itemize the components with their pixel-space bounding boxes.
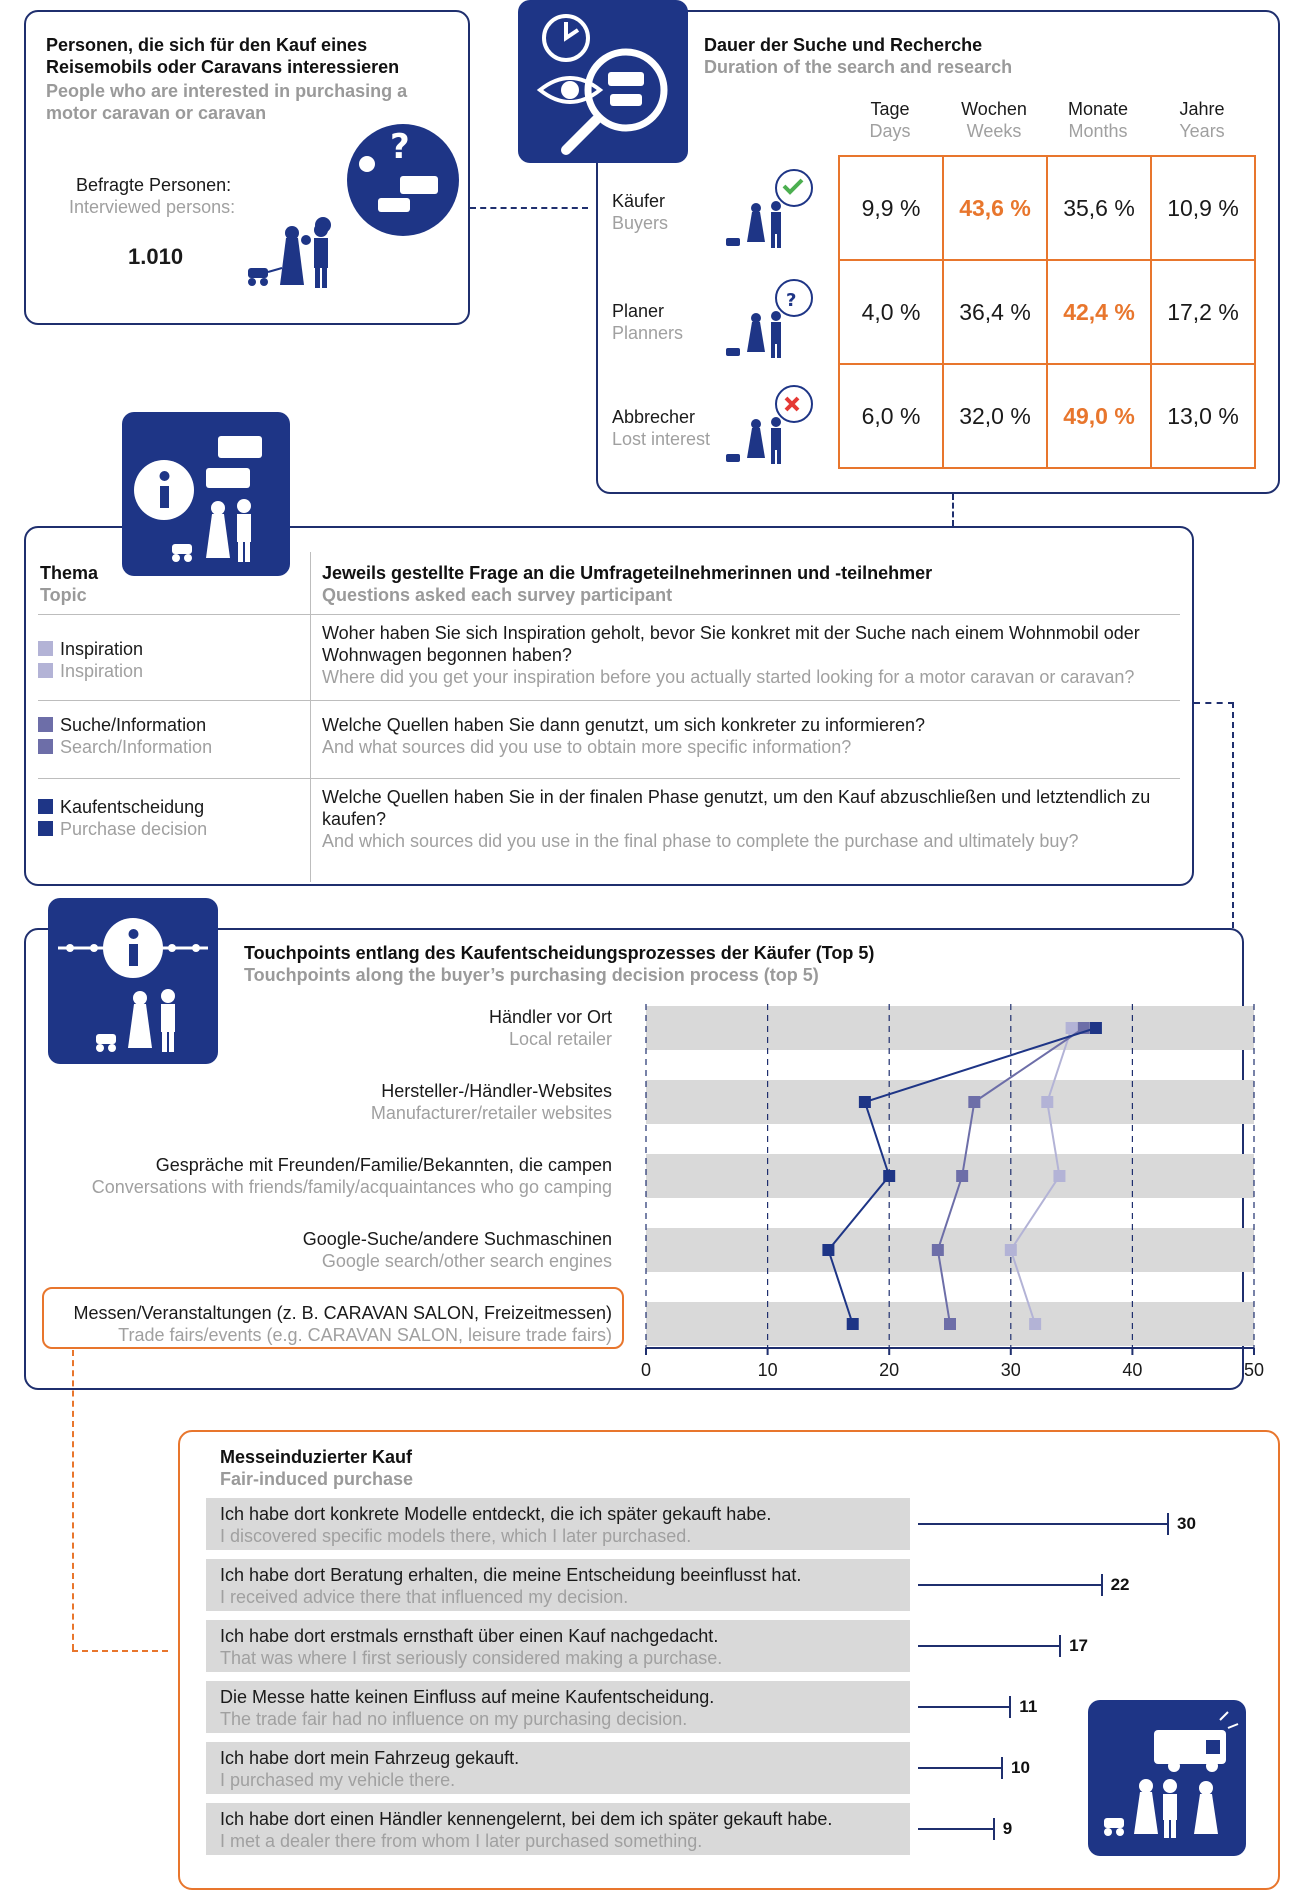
topic-color-swatch [38,799,53,814]
connector-4 [1232,702,1234,928]
column-divider [310,552,311,882]
fair-title: Messeinduzierter Kauf [220,1447,413,1467]
topic-text: Inspiration [60,639,144,659]
fair-bar-cap [993,1818,995,1840]
connector-2 [952,494,954,526]
duration-row-label-en: Lost interest [612,429,711,449]
duration-cell: 49,0 % [1047,364,1151,468]
fair-statement-row [206,1498,910,1550]
lost-interest-icon [724,376,824,476]
series-point [944,1318,956,1330]
planner-icon [724,270,824,370]
fair-bar [918,1828,993,1830]
info-icon-box [122,412,290,576]
duration-col-header: Monate [1067,99,1129,119]
buyer-icon [724,160,824,260]
series-point [956,1170,968,1182]
topic-header: Thema [40,563,99,583]
category-label-en: Local retailer [508,1029,612,1049]
duration-cell: 13,0 % [1151,364,1255,468]
duration-table-row [839,364,1255,468]
fair-bar-cap [1059,1635,1061,1657]
fair-statement: Ich habe dort konkrete Modelle entdeckt, die ich später gekauft habe. [220,1504,772,1524]
chart-row-band [646,1154,1254,1198]
series-point [1029,1318,1041,1330]
question-cell [322,786,1182,852]
question-text: Welche Quellen haben Sie dann genutzt, um sich konkreter zu informieren? [322,715,926,735]
fair-statement-row [206,1559,910,1611]
fair-value-label: 10 [1011,1758,1030,1777]
topic-label [38,796,207,818]
duration-col-header-en: Days [869,121,911,141]
timeline-info-icon [48,898,218,1064]
duration-title-en: Duration of the search and research [704,57,1013,77]
topic-color-swatch [38,717,53,732]
fair-statement: Ich habe dort mein Fahrzeug gekauft. [220,1748,520,1768]
category-label: Händler vor Ort [488,1007,612,1027]
fair-bar [918,1767,1001,1769]
fair-statement-en: That was where I first seriously considered making a purchase. [220,1648,723,1668]
duration-col-header-en: Years [1179,121,1225,141]
touchpoints-chart [630,990,1265,1385]
duration-cell: 43,6 % [943,156,1047,260]
respondents-label: Befragte Personen: [76,175,232,195]
series-point [1041,1096,1053,1108]
duration-col-header-en: Months [1068,121,1128,141]
row-divider [38,700,1180,701]
series-point [822,1244,834,1256]
fair-value-label: 17 [1069,1636,1089,1655]
duration-cell: 35,6 % [1047,156,1151,260]
connector-6 [72,1650,168,1652]
topic-cell [38,638,143,682]
question-text: Woher haben Sie sich Inspiration geholt, bevor Sie konkret mit der Suche nach einem Wohnmobil oder Wohnwagen begonnen haben? [322,623,1140,665]
connector-5 [72,1350,74,1650]
series-point [968,1096,980,1108]
duration-col-header: Wochen [961,99,1027,119]
series-point [1005,1244,1017,1256]
question-text: Welche Quellen haben Sie in der finalen Phase genutzt, um den Kauf abzuschließen und letztendlich zu kaufen? [322,787,1151,829]
fair-bar [918,1523,1167,1525]
fair-statement-en: I received advice there that influenced my decision. [220,1587,629,1607]
duration-cell: 17,2 % [1151,260,1255,364]
topic-text-en: Search/Information [60,737,213,757]
topic-label-en [38,818,207,840]
topic-label [38,714,212,736]
duration-cell: 36,4 % [943,260,1047,364]
series-point [1053,1170,1065,1182]
fair-value-label: 9 [1002,1819,1013,1838]
duration-row-label-en: Buyers [612,213,669,233]
topic-label [38,638,143,660]
x-tick-label: 50 [1243,1360,1265,1380]
topic-color-swatch [38,739,53,754]
question-cell [322,622,1182,688]
chart-row-band [646,1228,1254,1272]
category-label-en: Trade fairs/events (e.g. CARAVAN SALON, leisure trade fairs) [118,1325,612,1345]
fair-bar [918,1584,1101,1586]
fair-subtitle: Fair-induced purchase [220,1469,414,1489]
duration-cell: 10,9 % [1151,156,1255,260]
row-divider [38,778,1180,779]
fair-value-label: 11 [1019,1697,1038,1716]
x-tick-label: 10 [757,1360,778,1380]
fair-purchase-icon-box [1088,1700,1246,1856]
question-header-en: Questions asked each survey participant [322,585,673,605]
fair-statement-en: I discovered specific models there, which I later purchased. [220,1526,692,1546]
fair-statement-en: I met a dealer there from whom I later purchased something. [220,1831,703,1851]
question-text-en: Where did you get your inspiration before you actually started looking for a motor caravan or caravan? [322,667,1135,687]
fair-statement-row [206,1681,910,1733]
touchpoints-title: Touchpoints entlang des Kaufentscheidungsprozesses der Käufer (Top 5) [244,943,875,963]
row-divider [38,614,1180,615]
fair-purchase-icon [1088,1700,1246,1856]
category-label-en: Manufacturer/retailer websites [370,1103,612,1123]
duration-row-label: Planer [612,301,665,321]
series-point [859,1096,871,1108]
duration-row-label: Käufer [612,191,666,211]
interested-title: Personen, die sich für den Kauf eines Reisemobils oder Caravans interessieren [46,35,400,77]
series-point [1090,1022,1102,1034]
info-family-icon [122,412,290,576]
topic-text-en: Purchase decision [60,819,208,839]
fair-value-label: 22 [1110,1575,1130,1594]
duration-table-row [839,260,1255,364]
topic-label-en [38,736,212,758]
duration-col-header: Jahre [1179,99,1225,119]
connector-3 [1194,702,1234,704]
timeline-icon-box [48,898,218,1064]
topic-header-en: Topic [40,585,87,605]
fair-statement-row [206,1803,910,1855]
respondents-value: 1.010 [128,244,184,269]
topic-label-en [38,660,143,682]
category-label-en: Conversations with friends/family/acquaintances who go camping [91,1177,612,1197]
duration-col-header: Tage [870,99,910,119]
category-label: Google-Suche/andere Suchmaschinen [302,1229,612,1249]
fair-bar [918,1706,1009,1708]
search-duration-icon-box [518,0,688,163]
magnifier-caravan-icon [518,0,688,163]
touchpoints-title-en: Touchpoints along the buyer’s purchasing decision process (top 5) [244,965,819,985]
topic-cell [38,796,207,840]
question-header: Jeweils gestellte Frage an die Umfrageteilnehmerinnen und -teilnehmer [322,563,933,583]
series-point [847,1318,859,1330]
series-point [932,1244,944,1256]
svg-text:?: ? [390,127,410,167]
series-point [883,1170,895,1182]
fair-bar-cap [1001,1757,1003,1779]
duration-table [838,155,1256,469]
topic-text: Suche/Information [60,715,207,735]
duration-cell: 9,9 % [839,156,943,260]
topic-color-swatch [38,821,53,836]
fair-statement: Ich habe dort Beratung erhalten, die meine Entscheidung beeinflusst hat. [220,1565,802,1585]
question-cell [322,714,1182,758]
duration-cell: 4,0 % [839,260,943,364]
category-label: Gespräche mit Freunden/Familie/Bekannten, die campen [155,1155,612,1175]
thinking-family-icon [240,120,455,295]
duration-col-header-en: Weeks [966,121,1022,141]
fair-bar-cap [1101,1574,1103,1596]
connector-1 [470,207,588,209]
category-label: Messen/Veranstaltungen (z. B. CARAVAN SALON, Freizeitmessen) [73,1303,612,1323]
fair-statement: Ich habe dort erstmals ernsthaft über einen Kauf nachgedacht. [220,1626,719,1646]
duration-row-label: Abbrecher [612,407,696,427]
topic-color-swatch [38,641,53,656]
respondents-label-en: Interviewed persons: [69,197,236,217]
category-label: Hersteller-/Händler-Websites [381,1081,612,1101]
x-tick-label: 30 [1000,1360,1021,1380]
duration-cell: 32,0 % [943,364,1047,468]
fair-value-label: 30 [1177,1514,1196,1533]
fair-statement-row [206,1620,910,1672]
fair-bar-cap [1167,1513,1169,1535]
question-text-en: And what sources did you use to obtain more specific information? [322,737,852,757]
duration-title: Dauer der Suche und Recherche [704,35,983,55]
duration-row-label-en: Planners [612,323,684,343]
category-label-en: Google search/other search engines [321,1251,612,1271]
chart-row-band [646,1080,1254,1124]
fair-statement-row [206,1742,910,1794]
duration-table-row [839,156,1255,260]
interested-title-en: People who are interested in purchasing a motor caravan or caravan [46,81,408,123]
duration-cell: 6,0 % [839,364,943,468]
fair-statement-en: I purchased my vehicle there. [220,1770,456,1790]
x-tick-label: 0 [640,1360,652,1380]
topic-text-en: Inspiration [60,661,144,681]
duration-cell: 42,4 % [1047,260,1151,364]
fair-statement: Die Messe hatte keinen Einfluss auf meine Kaufentscheidung. [220,1687,715,1707]
x-tick-label: 20 [879,1360,900,1380]
topic-cell [38,714,212,758]
fair-statement: Ich habe dort einen Händler kennengelernt, bei dem ich später gekauft habe. [220,1809,833,1829]
x-tick-label: 40 [1122,1360,1143,1380]
fair-bar [918,1645,1059,1647]
question-text-en: And which sources did you use in the final phase to complete the purchase and ultimately buy? [322,831,1079,851]
fair-bar-cap [1009,1696,1011,1718]
svg-text:?: ? [786,290,797,311]
fair-statement-en: The trade fair had no influence on my purchasing decision. [220,1709,688,1729]
topic-color-swatch [38,663,53,678]
topic-text: Kaufentscheidung [60,797,205,817]
chart-row-band [646,1006,1254,1050]
